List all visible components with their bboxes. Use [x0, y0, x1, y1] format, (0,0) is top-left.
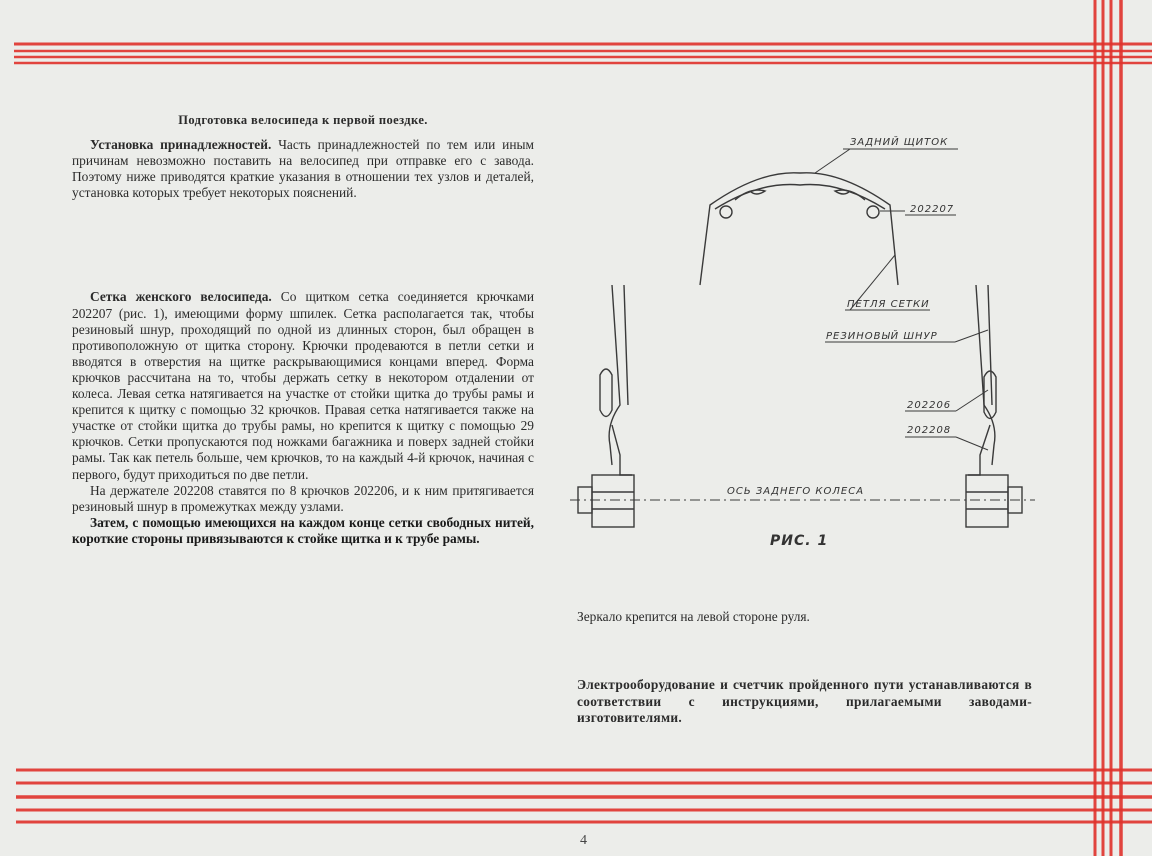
- figure-caption: РИС. 1: [770, 533, 829, 549]
- left-stay: [609, 285, 620, 465]
- accessories-text: Часть принадлежностей по тем или иным причинам невозможно поставить на велосипед при отправке его с завода. Поэтому ниже приводятся краткие указания в отношении тех узлов и деталей, установка которых требует некоторых пояснений.: [72, 137, 534, 201]
- rear-guard-inner: [715, 185, 885, 210]
- net-text: Со щитком сетка соединяется крючками 202207 (рис. 1), имеющими форму шпилек. Сетка располагается так, чтобы резиновый шнур, проходящий по одной из длинных сторон, был обращен в противоположную от щитка сторону. Крючки продеваются в петли сетки и вводятся в отверстия на щитке раскрывающимися концами вперед. Форма крючков рассчитана на то, чтобы держать сетку в некотором отдалении от колеса. Левая сетка натягивается на участке от стойки щитка до трубы рамы и крепится к щитку с помощью 32 крючков. Правая сетка натягивается также на участке от стойки щитка до трубы рамы, но крепится к щитку с помощью 29 крючков. Сетки пропускаются под ножками багажника и поверх задней стойки рамы. Так как петель больше, чем крючков, то на каждый 4-й крючок, начиная с первого, будут приходиться по две петли.: [72, 289, 534, 482]
- accessories-title: Установка принадлежностей.: [90, 137, 272, 153]
- left-column: [72, 112, 534, 547]
- label-axle: ОСЬ ЗАДНЕГО КОЛЕСА: [727, 486, 865, 497]
- net-paragraph: [72, 289, 534, 482]
- electro-paragraph: Электрооборудование и счетчик пройденного пути устанавливаются в соответствии с инструкциями, прилагаемыми заводами-изготовителями.: [577, 677, 1032, 725]
- holder-paragraph: На держателе 202208 ставятся по 8 крючков 202206, и к ним притягивается резиновый шнур в промежутках между узлами.: [72, 482, 534, 514]
- mirror-paragraph: Зеркало крепится на левой стороне руля.: [577, 609, 810, 624]
- label-net-loop: ПЕТЛЯ СЕТКИ: [847, 299, 930, 310]
- accessories-paragraph: [72, 137, 534, 201]
- section-heading: Подготовка велосипеда к первой поездке.: [178, 113, 428, 127]
- hook-202207-left: [720, 206, 732, 218]
- rear-guard-shape: [700, 173, 898, 285]
- page-number: 4: [580, 833, 587, 848]
- right-hook-202206: [984, 371, 996, 419]
- label-202206: 202206: [907, 400, 952, 411]
- ends-paragraph: Затем, с помощью имеющихся на каждом конце сетки свободных нитей, короткие стороны привязываются к стойке щитка и к трубе рамы.: [72, 514, 534, 546]
- left-nut: [592, 475, 634, 527]
- figure-1-diagram: [560, 125, 1040, 565]
- label-rubber-cord: РЕЗИНОВЫЙ ШНУР: [826, 331, 938, 342]
- right-nut: [966, 475, 1008, 527]
- label-rear-guard: ЗАДНИЙ ЩИТОК: [850, 137, 949, 148]
- label-202208: 202208: [907, 425, 952, 436]
- label-202207: 202207: [910, 204, 955, 215]
- hook-202207-right: [867, 206, 879, 218]
- left-hook-202206: [600, 369, 612, 417]
- net-title: Сетка женского велосипеда.: [90, 289, 272, 305]
